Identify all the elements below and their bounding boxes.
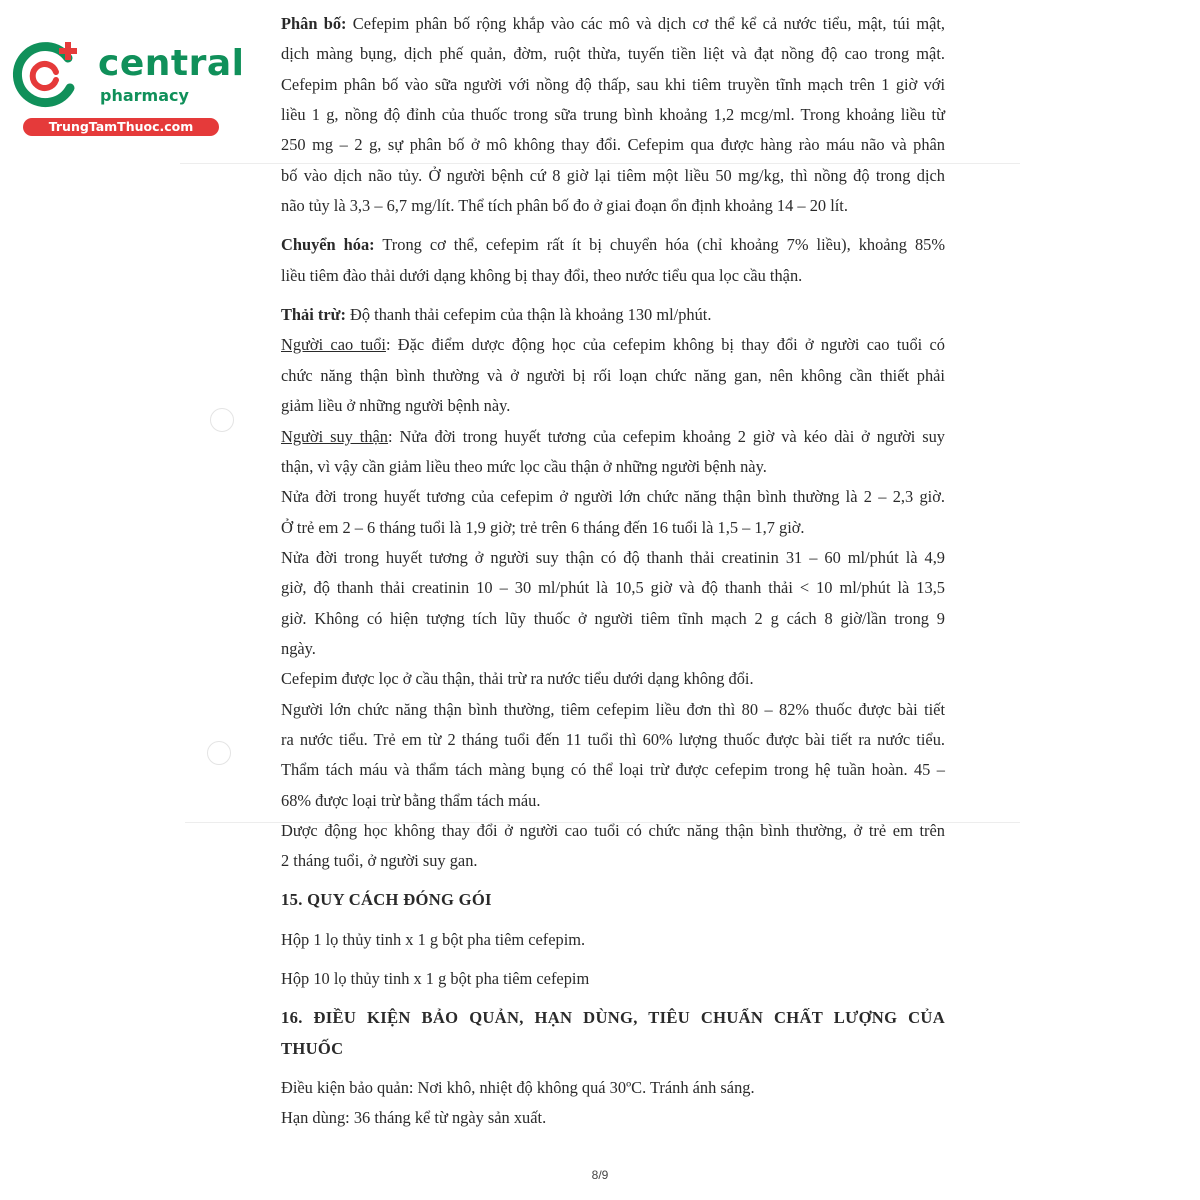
text-fragment: Nửa đời trong huyết tương ở người suy thận có độ thanh thải creatinin 31 – 60 ml/phút là 4,9 <box>281 548 945 567</box>
logo-brand-text: central <box>98 43 245 84</box>
text-line <box>281 513 945 543</box>
punch-hole-mark <box>207 741 231 765</box>
text-line <box>281 846 945 876</box>
text-line <box>281 9 945 39</box>
text-line <box>281 261 945 291</box>
text-fragment: giảm liều ở những người bệnh này. <box>281 396 511 415</box>
text-fragment: 2 tháng tuổi, ở người suy gan. <box>281 851 478 870</box>
subheading-renal-impairment: Người suy thận <box>281 427 389 446</box>
central-pharmacy-logo <box>10 36 245 136</box>
text-fragment: Hộp 10 lọ thủy tinh x 1 g bột pha tiêm cefepim <box>281 969 590 988</box>
text-line <box>281 725 945 755</box>
text-fragment: Cefepim phân bố rộng khắp vào các mô và dịch cơ thể kể cả nước tiểu, mật, túi mật, <box>346 14 945 33</box>
text-line <box>281 39 945 69</box>
text-fragment: Trong cơ thể, cefepim rất ít bị chuyển hóa (chỉ khoảng 7% liều), khoảng 85% <box>374 235 945 254</box>
text-line <box>281 452 945 482</box>
text-line <box>281 573 945 603</box>
text-fragment: dịch màng bụng, dịch phế quản, đờm, ruột thừa, tuyến tiền liệt và đạt nồng độ cao trong mật. <box>281 44 945 63</box>
text-fragment: Dược động học không thay đổi ở người cao tuổi có chức năng thận bình thường, ở trẻ em trên <box>281 821 945 840</box>
text-line <box>281 70 945 100</box>
section-heading-storage-cont: THUỐC <box>281 1039 344 1058</box>
text-fragment: Hạn dùng: 36 tháng kể từ ngày sản xuất. <box>281 1108 547 1127</box>
text-line <box>281 100 945 130</box>
text-fragment: Thẩm tách máu và thẩm tách màng bụng có thể loại trừ được cefepim trong hệ tuần hoàn. 45 – <box>281 760 945 779</box>
text-fragment: Ở trẻ em 2 – 6 tháng tuổi là 1,9 giờ; trẻ trên 6 tháng đến 16 tuổi là 1,5 – 1,7 giờ. <box>281 518 805 537</box>
text-fragment: : Đặc điểm dược động học của cefepim không bị thay đổi ở người cao tuổi có <box>385 335 945 354</box>
text-line <box>281 130 945 160</box>
text-fragment: liều 1 g, nồng độ đỉnh của thuốc trong sữa trung bình khoảng 1,2 mcg/ml. Trong khoảng liều từ <box>281 105 945 124</box>
text-line <box>281 361 945 391</box>
text-fragment: Điều kiện bảo quản: Nơi khô, nhiệt độ không quá 30ºC. Tránh ánh sáng. <box>281 1078 755 1097</box>
text-line <box>281 230 945 260</box>
text-fragment: liều tiêm đào thải dưới dạng không bị thay đổi, theo nước tiểu qua lọc cầu thận. <box>281 266 803 285</box>
text-line <box>281 543 945 573</box>
text-line <box>281 330 945 360</box>
text-line <box>281 925 945 955</box>
text-fragment: 68% được loại trừ bằng thẩm tách máu. <box>281 791 541 810</box>
text-line <box>281 1103 945 1133</box>
text-fragment: Cefepim phân bố vào sữa người với nồng độ thấp, sau khi tiêm truyền tĩnh mạch trên 1 giờ với <box>281 75 945 94</box>
text-line <box>281 191 945 221</box>
text-line <box>281 300 945 330</box>
text-line <box>281 664 945 694</box>
text-fragment: Người lớn chức năng thận bình thường, tiêm cefepim liều đơn thì 80 – 82% thuốc được bài tiết <box>281 700 945 719</box>
text-fragment: giờ. Không có hiện tượng tích lũy thuốc ở người tiêm tĩnh mạch 2 g cách 8 giờ/lần trong 9 <box>281 609 945 628</box>
page-number: 8/9 <box>591 1168 609 1182</box>
logo-subtitle: pharmacy <box>100 86 189 105</box>
text-line <box>281 816 945 846</box>
text-line <box>281 1073 945 1103</box>
text-line <box>281 422 945 452</box>
text-line <box>281 604 945 634</box>
text-fragment: ngày. <box>281 639 316 658</box>
text-fragment: não tủy là 3,3 – 6,7 mg/lít. Thể tích phân bố đo ở giai đoạn ổn định khoảng 14 – 20 lít. <box>281 196 848 215</box>
text-fragment: Độ thanh thải cefepim của thận là khoảng 130 ml/phút. <box>345 305 712 324</box>
text-line <box>281 786 945 816</box>
text-line <box>281 391 945 421</box>
logo-site-badge: TrungTamThuoc.com <box>23 118 219 136</box>
text-fragment: ra nước tiểu. Trẻ em từ 2 tháng tuổi đến 11 tuổi thì 60% lượng thuốc được bài tiết ra nước tiểu. <box>281 730 945 749</box>
text-fragment: thận, vì vậy cần giảm liều theo mức lọc cầu thận ở những người bệnh này. <box>281 457 767 476</box>
text-fragment: giờ, độ thanh thải creatinin 10 – 30 ml/phút là 10,5 giờ và độ thanh thải < 10 ml/phút là 13,5 <box>281 578 945 597</box>
text-line <box>281 695 945 725</box>
text-line <box>281 634 945 664</box>
text-fragment: bố vào dịch não tủy. Ở người bệnh cứ 8 giờ lại tiêm một liều 50 mg/kg, thì nồng độ trong dịch <box>281 166 945 185</box>
section-label-distribution: Phân bố: <box>281 14 347 33</box>
text-fragment: 250 mg – 2 g, sự phân bố ở mô không thay đổi. Cefepim qua được hàng rào máu não và phân <box>281 135 945 154</box>
text-fragment: : Nửa đời trong huyết tương của cefepim khoảng 2 giờ và kéo dài ở người suy <box>388 427 945 446</box>
pharmacy-logo-icon <box>10 38 82 110</box>
subheading-elderly: Người cao tuổi <box>281 335 386 354</box>
text-fragment: Hộp 1 lọ thủy tinh x 1 g bột pha tiêm cefepim. <box>281 930 586 949</box>
text-line <box>281 755 945 785</box>
section-heading-storage: 16. ĐIỀU KIỆN BẢO QUẢN, HẠN DÙNG, TIÊU CHUẨN CHẤT LƯỢNG CỦA <box>281 1008 945 1027</box>
section-label-elimination: Thải trừ: <box>281 305 346 324</box>
text-line <box>281 964 945 994</box>
section-heading-packaging: 15. QUY CÁCH ĐÓNG GÓI <box>281 890 492 909</box>
text-fragment: chức năng thận bình thường và ở người bị rối loạn chức năng gan, nên không cần thiết phải <box>281 366 945 385</box>
text-line <box>281 161 945 191</box>
text-line <box>281 482 945 512</box>
punch-hole-mark <box>210 408 234 432</box>
section-label-metabolism: Chuyển hóa: <box>281 235 375 254</box>
text-fragment: Cefepim được lọc ở cầu thận, thải trừ ra nước tiểu dưới dạng không đổi. <box>281 669 754 688</box>
text-fragment: Nửa đời trong huyết tương của cefepim ở người lớn chức năng thận bình thường là 2 – 2,3 giờ. <box>281 487 945 506</box>
